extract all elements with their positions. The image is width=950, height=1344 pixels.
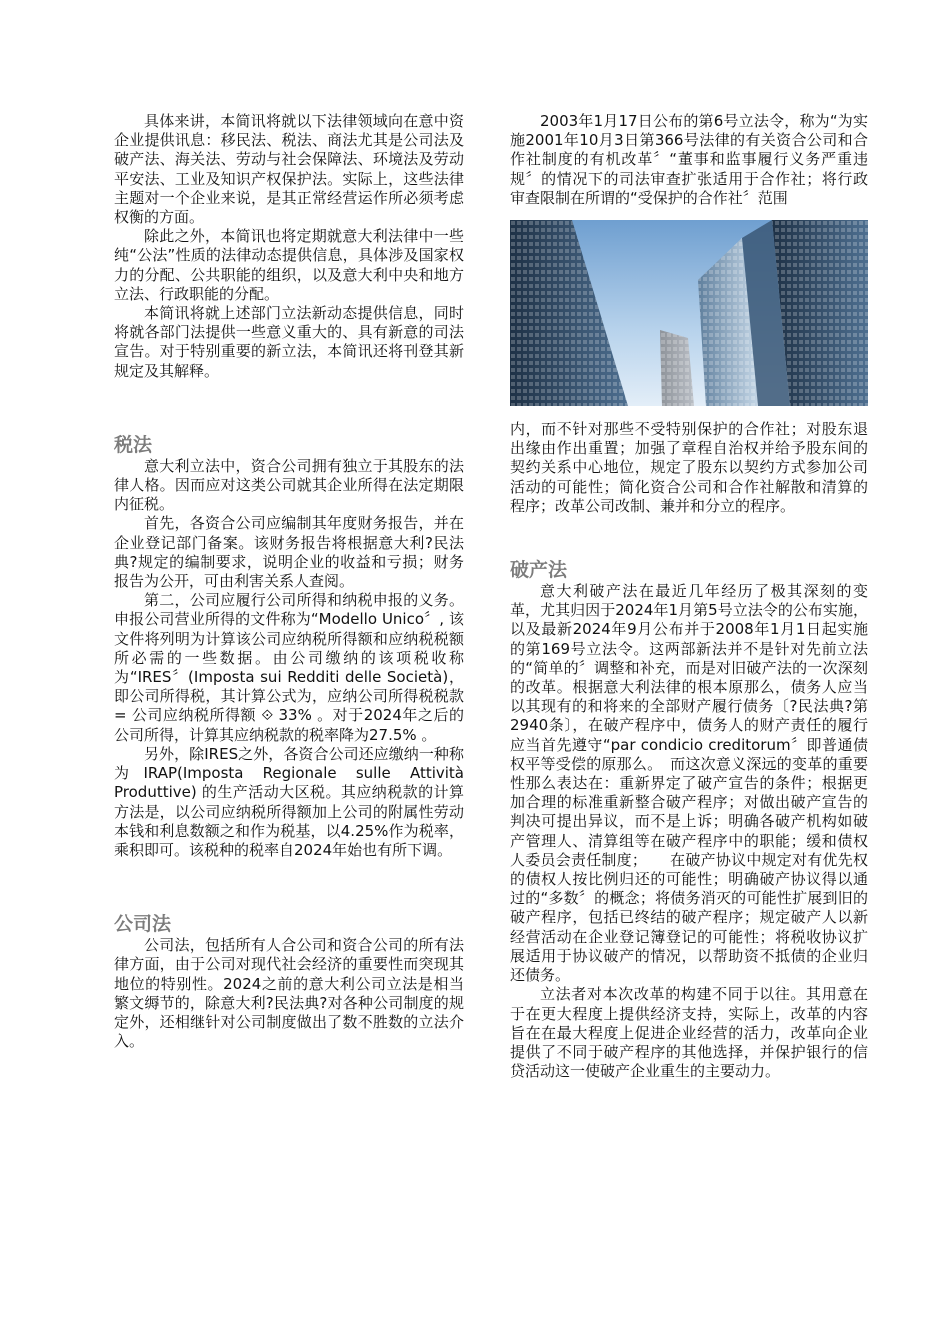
- tax-law-heading: 税法: [114, 433, 153, 456]
- tax-paragraph-3: 第二，公司应履行公司所得和纳税申报的义务。申报公司营业所得的文件称为“Modello Unico〞, 该文件将列明为计算该公司应纳税所得额和应纳税税额所必需的一些数据。由公司缴纳的该项税收称为“IRES〞(Imposta sui Redditi delle Società)，即公司所得税，其计算公式为，应纳公司所得税税款 = 公司应纳税所得额 ⟐ 33% 。对于2024年之后的公司所得，计算其应纳税款的税率降为27.5% 。: [114, 591, 464, 744]
- bankruptcy-law-heading: 破产法: [510, 559, 568, 582]
- company-law-heading: 公司法: [114, 913, 172, 936]
- tax-paragraph-2: 首先，各资合公司应编制其年度财务报告，并在企业登记部门备案。该财务报告将根据意大利?民法典?规定的编制要求，说明企业的收益和亏损；财务报告为公开，可由利害关系人查阅。: [114, 514, 464, 591]
- left-column: [114, 112, 464, 1051]
- cooperative-reform-paragraph: 内，而不针对那些不受特别保护的合作社；对股东退出缘由作出重置；加强了章程自治权并给予股东间的契约关系中心地位，规定了股东以契约方式参加公司活动的可能性；简化资合公司和合作社解散和清算的程序；改革公司改制、兼并和分立的程序。: [510, 420, 868, 515]
- bankruptcy-paragraph-2: 立法者对本次改革的构建不同于以往。其用意在于在更大程度上提供经济支持，实际上，改革的内容旨在在最大程度上促进企业经营的活力，改革向企业提供了不同于破产程序的其他选择，并保护银行的信贷活动这一使破产企业重生的主要动力。: [510, 985, 868, 1081]
- intro-paragraph-1: 具体来讲，本简讯将就以下法律领域向在意中资企业提供讯息：移民法、税法、商法尤其是公司法及破产法、海关法、劳动与社会保障法、环境法及劳动平安法、工业及知识产权保护法。实际上，这些法律主题对一个企业来说，是其正常经营运作所必须考虑权衡的方面。: [114, 112, 464, 227]
- legislative-decree-paragraph: 2003年1月17日公布的第6号立法令，称为“为实施2001年10月3日第366号法律的有关资合公司和合作社制度的有机改革〞“董事和监事履行义务严重违规〞的情况下的司法审查扩张适用于合作社；将行政审查限制在所谓的“受保护的合作社〞范围: [510, 112, 868, 207]
- tax-paragraph-4: 另外，除IRES之外，各资合公司还应缴纳一种称为IRAP(Imposta Regionale sulle Attività Produttive) 的生产活动大区税。其应纳税款的计算方法是，以公司应纳税所得额加上公司的附属性劳动本钱和利息数额之和作为税基，以4.25%作为税率，乘积即可。该税种的税率自2024年始也有所下调。: [114, 744, 464, 859]
- bankruptcy-paragraph-1: 意大利破产法在最近几年经历了极其深刻的变革，尤其归因于2024年1月第5号立法令的公布实施，以及最新2024年9月公布并于2008年1月1日起实施的第169号立法令。这两部新法并不是针对先前立法的“简单的〞调整和补充，而是对旧破产法的一次深刻的改革。根据意大利法律的根本原那么，债务人应当以其现有的和将来的全部财产履行债务〔?民法典?第2940条〕，在破产程序中，债务人的财产责任的履行应当首先遵守“par condicio creditorum〞即普通债权平等受偿的原那么。 而这次意义深远的变革的重要性那么表达在：重新界定了破产宣告的条件；根据更加合理的标准重新整合破产程序；对做出破产宣告的判决可提出异议，而不是上诉；明确各破产机构如破产管理人、清算组等在破产程序中的职能；缓和债权人委员会责任制度； 在破产协议中规定对有优先权的债权人按比例归还的可能性；明确破产协议得以通过的“多数〞的概念；将债务消灭的可能性扩展到旧的破产程序，包括已终结的破产程序；规定破产人以新经营活动在企业登记簿登记的可能性；将税收协议扩展适用于协议破产的情况，以帮助资不抵债的企业归还债务。: [510, 582, 868, 985]
- intro-paragraph-2: 除此之外，本简讯也将定期就意大利法律中一些纯“公法”性质的法律动态提供信息，具体涉及国家权力的分配、公共职能的组织，以及意大利中央和地方立法、行政职能的分配。: [114, 227, 464, 303]
- skyscrapers-photo: [510, 220, 868, 406]
- intro-paragraph-3: 本简讯将就上述部门立法新动态提供信息，同时将就各部门法提供一些意义重大的、具有新意的司法宣告。对于特别重要的新立法，本简讯还将刊登其新规定及其解释。: [114, 304, 464, 380]
- tax-paragraph-1: 意大利立法中，资合公司拥有独立于其股东的法律人格。因而应对这类公司就其企业所得在法定期限内征税。: [114, 456, 464, 514]
- company-law-paragraph-1: 公司法，包括所有人合公司和资合公司的所有法律方面，由于公司对现代社会经济的重要性而突现其地位的特别性。2024之前的意大利公司立法是相当繁文缛节的，除意大利?民法典?对各种公司制度的规定外，还相继针对公司制度做出了数不胜数的立法介入。: [114, 936, 464, 1051]
- right-column: [510, 112, 868, 1081]
